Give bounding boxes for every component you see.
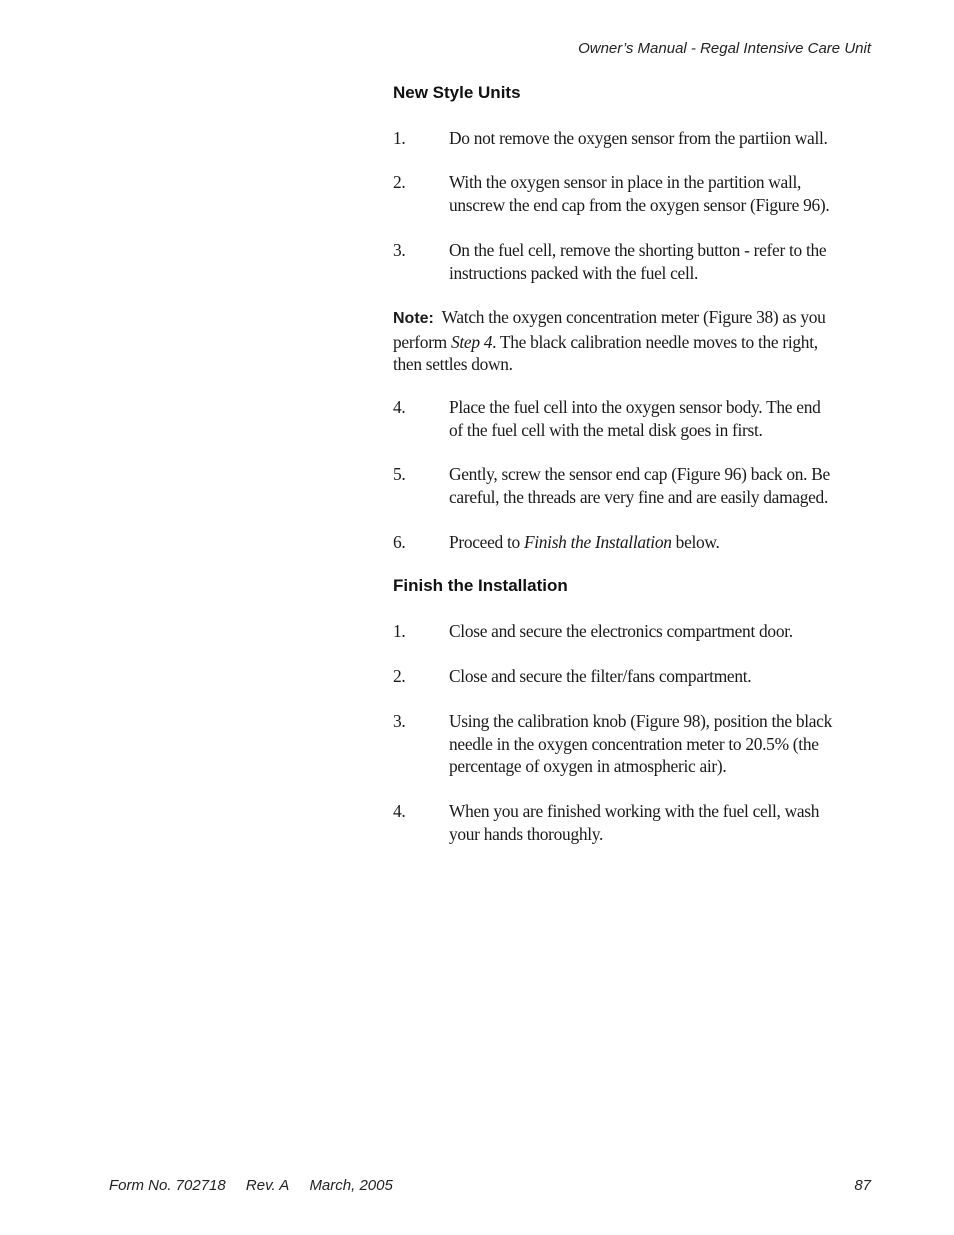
step-number: 3. [393,711,406,731]
step-text-line: instructions packed with the fuel cell. [449,262,699,283]
form-number: Form No. 702718 [109,1177,226,1194]
page-footer [109,1177,409,1194]
cross-reference: Finish the Installation [523,532,672,552]
page-number: 87 [854,1177,871,1194]
step-text-line: Using the calibration knob (Figure 98), position the black [449,711,832,731]
step-text-part: Proceed to [449,532,524,552]
step-text: Close and secure the filter/fans compartment. [449,666,752,686]
section-heading-finish-installation: Finish the Installation [393,576,568,595]
publication-date: March, 2005 [309,1177,393,1194]
step-text-line: your hands thoroughly. [449,823,604,844]
step-number: 2. [393,666,406,686]
step-number: 3. [393,240,406,260]
step-text-line: On the fuel cell, remove the shorting button - refer to the [449,240,827,260]
note-line [393,331,863,354]
step-text-line: unscrew the end cap from the oxygen sensor (Figure 96). [449,194,830,215]
revision: Rev. A [245,1177,290,1194]
step-text [449,239,863,284]
note-text: Watch the oxygen concentration meter (Figure 38) as you [441,307,826,327]
step-text [449,171,863,216]
step-text [449,396,863,441]
step-text-line: careful, the threads are very fine and are easily damaged. [449,486,828,507]
step-text: Close and secure the electronics compartment door. [449,621,793,641]
step-number: 1. [393,128,406,148]
note-line [393,306,863,331]
step-text-line: When you are finished working with the fuel cell, wash [449,801,820,821]
note-block [393,306,863,376]
step-text-line: of the fuel cell with the metal disk goes in first. [449,419,763,440]
note-step-reference: Step 4 [450,331,493,352]
step-number: 5. [393,464,406,484]
step-number: 2. [393,172,406,192]
step-text-line: Place the fuel cell into the oxygen sensor body. The end [449,397,821,417]
step-text [449,531,863,554]
step-text-line: needle in the oxygen concentration meter to 20.5% (the [449,733,819,754]
note-text: perform [393,331,451,352]
note-line: then settles down. [393,354,513,375]
step-text-line: With the oxygen sensor in place in the partition wall, [449,172,802,192]
step-number: 4. [393,801,406,821]
step-text-part: below. [671,532,720,552]
step-text [449,800,863,845]
note-text: . The black calibration needle moves to the right, [492,331,818,352]
step-number: 1. [393,621,406,641]
step-text [449,710,863,778]
step-text-line: Gently, screw the sensor end cap (Figure 96) back on. Be [449,464,830,484]
step-text-line: percentage of oxygen in atmospheric air). [449,756,727,777]
section-heading-new-style-units: New Style Units [393,83,521,102]
step-number: 4. [393,397,406,417]
step-text: Do not remove the oxygen sensor from the partiion wall. [449,128,828,148]
running-header: Owner’s Manual - Regal Intensive Care Unit [578,40,871,57]
note-label: Note: [393,310,434,327]
step-text [449,463,863,508]
step-number: 6. [393,532,406,552]
